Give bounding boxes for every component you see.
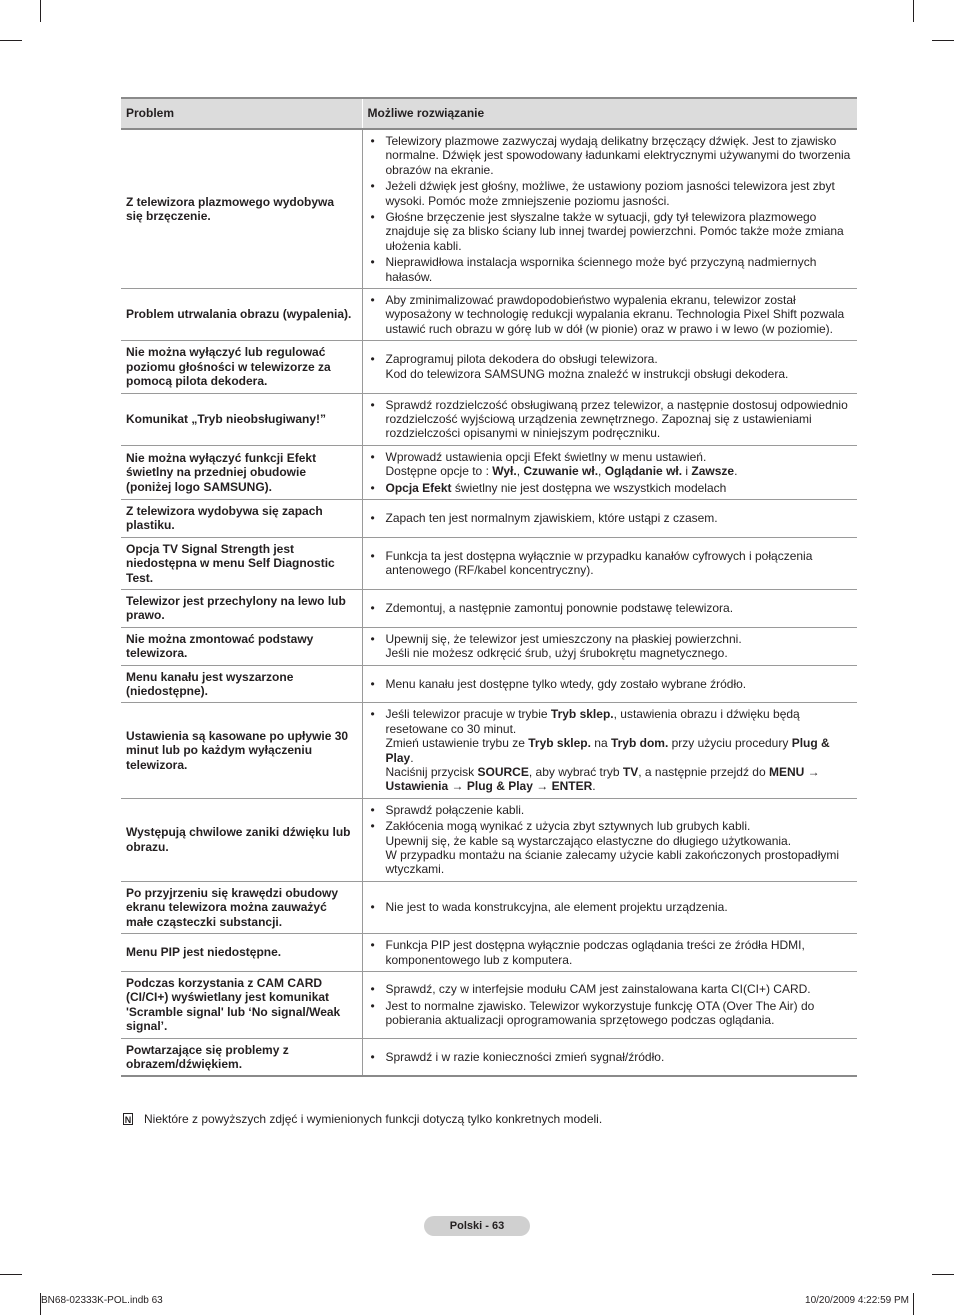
solution-text: → <box>532 779 552 794</box>
solution-list <box>371 549 854 578</box>
solution-emphasis: Wył. <box>492 464 517 479</box>
solution-cell <box>362 881 857 933</box>
solution-text: Kod do telewizora SAMSUNG można znaleźć w instrukcji obsługi dekodera. <box>385 366 789 381</box>
problem-cell: Powtarzające się problemy z obrazem/dźwiękiem. <box>121 1038 362 1076</box>
solution-list <box>371 1050 854 1064</box>
crop-mark <box>932 1274 954 1275</box>
solution-text: Zaprogramuj pilota dekodera do obsługi telewizora. <box>385 352 658 367</box>
solution-cell <box>362 445 857 499</box>
table-row <box>121 798 857 881</box>
solution-cell <box>362 499 857 537</box>
solution-item <box>371 677 854 691</box>
solution-emphasis: Tryb sklep. <box>528 736 591 751</box>
solution-text: Naciśnij przycisk <box>385 765 478 780</box>
solution-emphasis: Opcja Efekt <box>385 480 452 495</box>
solution-text: . <box>734 464 738 479</box>
solution-emphasis: Ustawienia <box>385 779 449 794</box>
crop-mark <box>932 40 954 41</box>
solution-text: Jeśli nie możesz odkręcić śrub, użyj śrubokrętu magnetycznego. <box>385 646 728 661</box>
solution-text: → <box>804 765 820 780</box>
solution-text: Sprawdź rozdzielczość obsługiwaną przez telewizor, a następnie dostosuj odpowiednio rozdzielczość wyjściową urządzenia zewnętrznego. Zapoznaj się z ustawieniami rozdzielczości opisanymi w niniejszym podręczniku. <box>385 397 848 441</box>
solution-text: Funkcja ta jest dostępna wyłącznie w przypadku kanałów cyfrowych i połączenia antenowego (RF/kabel koncentryczny). <box>385 548 813 578</box>
solution-emphasis: Tryb dom. <box>610 736 669 751</box>
solution-item <box>371 179 854 208</box>
solution-cell <box>362 627 857 665</box>
solution-list <box>371 511 854 525</box>
print-slug-file: BN68-02333K-POL.indb 63 <box>41 1295 163 1306</box>
solution-list <box>371 982 854 1027</box>
solution-item <box>371 982 854 996</box>
problem-cell: Telewizor jest przechylony na lewo lub prawo. <box>121 589 362 627</box>
problem-cell: Nie można wyłączyć funkcji Efekt świetlny na przedniej obudowie (poniżej logo SAMSUNG). <box>121 445 362 499</box>
table-row <box>121 971 857 1038</box>
solution-emphasis: Oglądanie wł. <box>604 464 683 479</box>
solution-text: , <box>516 464 524 479</box>
solution-text: Telewizory plazmowe zazwyczaj wydają delikatny brzęczący dźwięk. Jest to zjawisko normalne. Dźwięk jest spowodowany ładunkami elektrycznymi używanymi do tworzenia obrazów na ekranie. <box>385 134 851 177</box>
solution-list <box>371 900 854 914</box>
solution-item <box>371 481 854 495</box>
solution-text: . <box>592 779 596 794</box>
problem-cell: Opcja TV Signal Strength jest niedostępna w menu Self Diagnostic Test. <box>121 537 362 589</box>
solution-item <box>371 293 854 336</box>
table-body <box>121 129 857 1076</box>
solution-cell <box>362 589 857 627</box>
solution-item <box>371 707 854 793</box>
solution-item <box>371 819 854 877</box>
solution-item <box>371 1050 854 1064</box>
table-row <box>121 627 857 665</box>
solution-list <box>371 707 854 793</box>
solution-item <box>371 999 854 1028</box>
solution-list <box>371 134 854 284</box>
crop-mark <box>0 1274 22 1275</box>
solution-text: Zdemontuj, a następnie zamontuj ponownie podstawę telewizora. <box>385 601 734 616</box>
solution-text: , <box>598 464 605 479</box>
solution-cell <box>362 934 857 972</box>
solution-item <box>371 352 854 381</box>
table-row <box>121 129 857 289</box>
solution-item <box>371 398 854 441</box>
solution-text: Głośne brzęczenie jest słyszalne także w sytuacji, gdy tył telewizora plazmowego znajduje się za blisko ściany lub innej twardej powierzchni. Pomóc także może zmiana ułożenia kabli. <box>385 210 844 253</box>
solution-cell <box>362 393 857 445</box>
problem-cell: Z telewizora plazmowego wydobywa się brzęczenie. <box>121 129 362 289</box>
solution-text: Upewnij się, że telewizor jest umieszczony na płaskiej powierzchni. <box>385 631 742 646</box>
solution-list <box>371 677 854 691</box>
solution-text: świetlny nie jest dostępna we wszystkich modelach <box>451 480 727 495</box>
problem-cell: Nie można zmontować podstawy telewizora. <box>121 627 362 665</box>
solution-text: , a następnie przejdź do <box>638 765 769 780</box>
solution-item <box>371 549 854 578</box>
solution-text: Aby zminimalizować prawdopodobieństwo wypalenia ekranu, telewizor został wyposażony w technologię redukcji wypalania ekranu. Technologia Pixel Shift pozwala ustawić ruch obrazu w górę lub w dół (w pionie) oraz w prawo i w lewo (w poziomie). <box>385 293 845 336</box>
solution-text: Sprawdź, czy w interfejsie modułu CAM jest zainstalowana karta CI(CI+) CARD. <box>385 982 811 997</box>
solution-item <box>371 210 854 253</box>
solution-cell <box>362 341 857 393</box>
solution-list <box>371 293 854 336</box>
print-slug-date: 10/20/2009 4:22:59 PM <box>805 1295 909 1306</box>
problem-cell: Problem utrwalania obrazu (wypalenia). <box>121 289 362 341</box>
solution-emphasis: Plug & Play <box>466 779 533 794</box>
note-icon: N <box>124 1115 132 1125</box>
solution-cell <box>362 971 857 1038</box>
solution-cell <box>362 665 857 703</box>
solution-text: Upewnij się, że kable są wystarczająco elastyczne do długiego użytkowania. <box>385 833 792 848</box>
problem-cell: Po przyjrzeniu się krawędzi obudowy ekranu telewizora można zauważyć małe cząsteczki substancji. <box>121 881 362 933</box>
footnote-text: Niektóre z powyższych zdjęć i wymienionych funkcji dotyczą tylko konkretnych modeli. <box>144 1112 603 1126</box>
table-row <box>121 445 857 499</box>
table-header-row <box>121 98 857 129</box>
solution-text: Zakłócenia mogą wynikać z użycia zbyt sztywnych lub grubych kabli. <box>385 819 751 834</box>
solution-text: i <box>682 464 692 479</box>
solution-item <box>371 255 854 284</box>
solution-cell <box>362 289 857 341</box>
solution-list <box>371 601 854 615</box>
table-row <box>121 881 857 933</box>
solution-item <box>371 803 854 817</box>
problem-cell: Podczas korzystania z CAM CARD (CI/CI+) wyświetlany jest komunikat 'Scramble signal' lub ‘No signal/Weak signal’. <box>121 971 362 1038</box>
solution-item <box>371 900 854 914</box>
problem-cell: Menu kanału jest wyszarzone (niedostępne). <box>121 665 362 703</box>
solution-cell <box>362 537 857 589</box>
solution-cell <box>362 1038 857 1076</box>
solution-cell <box>362 129 857 289</box>
problem-cell: Z telewizora wydobywa się zapach plastiku. <box>121 499 362 537</box>
crop-mark <box>0 40 22 41</box>
solution-text: Nie jest to wada konstrukcyjna, ale element projektu urządzenia. <box>385 900 728 915</box>
solution-text: przy użyciu procedury <box>668 736 792 751</box>
table-row <box>121 665 857 703</box>
solution-emphasis: Czuwanie wł. <box>523 464 599 479</box>
solution-text: Jest to normalne zjawisko. Telewizor wykorzystuje funkcję OTA (Over The Air) do pobierania aktualizacji oprogramowania sprzętowego podczas oglądania. <box>385 998 815 1027</box>
solution-item <box>371 450 854 479</box>
crop-mark <box>40 0 41 22</box>
solution-text: Funkcja PIP jest dostępna wyłącznie podczas oglądania treści ze źródła HDMI, komponentowego lub z komputera. <box>385 938 805 967</box>
table-row <box>121 341 857 393</box>
solution-list <box>371 450 854 495</box>
table-row <box>121 589 857 627</box>
problem-cell: Ustawienia są kasowane po upływie 30 minut lub po każdym wyłączeniu telewizora. <box>121 703 362 798</box>
page-number: Polski - 63 <box>424 1216 530 1236</box>
solution-text: Jeśli telewizor pracuje w trybie <box>385 707 551 722</box>
solution-list <box>371 398 854 441</box>
table-row <box>121 1038 857 1076</box>
solution-text: Sprawdź i w razie konieczności zmień sygnał/źródło. <box>385 1049 665 1064</box>
solution-emphasis: ENTER <box>551 779 593 794</box>
crop-mark <box>913 0 914 22</box>
table-row <box>121 393 857 445</box>
crop-mark <box>913 1293 914 1315</box>
solution-text: . <box>410 750 414 765</box>
solution-item <box>371 511 854 525</box>
solution-text: W przypadku montażu na ścianie zalecamy użycie kabli zakończonych prostopadłymi wtyczkami. <box>385 848 840 877</box>
solution-list <box>371 803 854 877</box>
solution-item <box>371 632 854 661</box>
solution-emphasis: Zawsze <box>691 464 735 479</box>
solution-emphasis: TV <box>622 765 639 780</box>
solution-list <box>371 632 854 661</box>
solution-text: Dostępne opcje to : <box>385 464 493 479</box>
troubleshooting-table <box>121 97 857 1077</box>
solution-list <box>371 938 854 967</box>
problem-cell: Komunikat „Tryb nieobsługiwany!” <box>121 393 362 445</box>
solution-emphasis: SOURCE <box>477 765 529 780</box>
solution-text: na <box>590 736 611 751</box>
solution-text: Nieprawidłowa instalacja wspornika ściennego może być przyczyną nadmiernych hałasów. <box>385 255 817 284</box>
solution-emphasis: Plug & Play <box>385 736 830 765</box>
solution-item <box>371 938 854 967</box>
solution-text: Zapach ten jest normalnym zjawiskiem, które ustąpi z czasem. <box>385 511 718 526</box>
solution-emphasis: Tryb sklep. <box>550 707 614 722</box>
table-row <box>121 537 857 589</box>
problem-cell: Menu PIP jest niedostępne. <box>121 934 362 972</box>
solution-text: Sprawdź połączenie kabli. <box>385 802 525 817</box>
solution-text: Wprowadź ustawienia opcji Efekt świetlny w menu ustawień. <box>385 449 707 464</box>
problem-cell: Nie można wyłączyć lub regulować poziomu głośności w telewizorze za pomocą pilota dekodera. <box>121 341 362 393</box>
table-row <box>121 934 857 972</box>
solution-item <box>371 601 854 615</box>
solution-emphasis: MENU <box>769 765 805 780</box>
solution-text: Zmień ustawienie trybu ze <box>385 736 529 751</box>
solution-text: , aby wybrać tryb <box>528 765 623 780</box>
solution-item <box>371 134 854 177</box>
solution-text: Jeżeli dźwięk jest głośny, możliwe, że ustawiony poziom jasności telewizora jest zbyt wysoki. Pomóc może zmniejszenie poziomu jasności. <box>385 179 835 208</box>
problem-cell: Występują chwilowe zaniki dźwięku lub obrazu. <box>121 798 362 881</box>
solution-text: Menu kanału jest dostępne tylko wtedy, gdy zostało wybrane źródło. <box>385 676 747 691</box>
solution-list <box>371 352 854 381</box>
column-header-solution: Możliwe rozwiązanie <box>362 98 857 129</box>
solution-text: → <box>448 779 467 794</box>
column-header-problem: Problem <box>121 98 362 129</box>
table-row <box>121 289 857 341</box>
table-row <box>121 499 857 537</box>
solution-text: , ustawienia obrazu i dźwięku będą resetowane co 30 minut. <box>385 707 800 736</box>
solution-cell <box>362 798 857 881</box>
footnote <box>123 1112 602 1126</box>
solution-cell <box>362 703 857 798</box>
table-row <box>121 703 857 798</box>
